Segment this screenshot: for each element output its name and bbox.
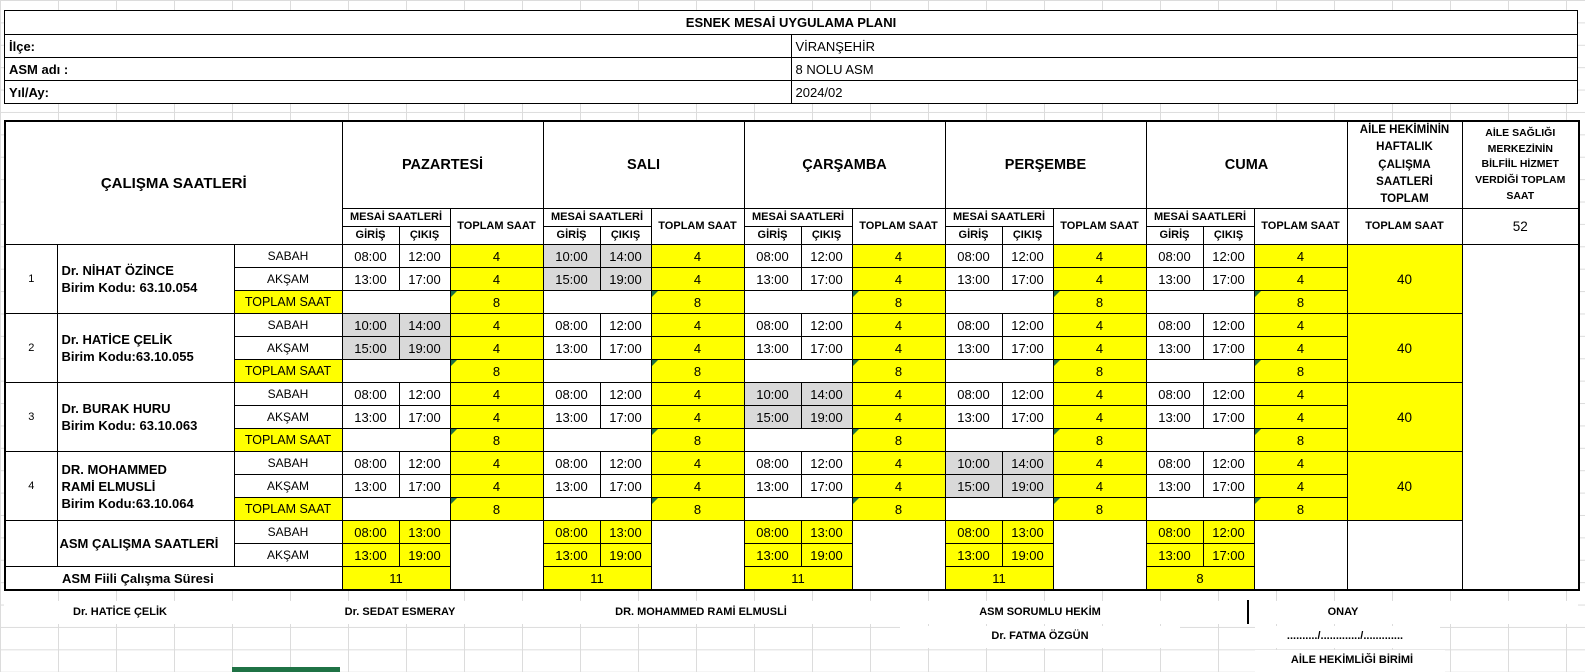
cikis-header[interactable]: ÇIKIŞ	[399, 227, 450, 245]
shift-total-cell[interactable]: 4	[651, 452, 744, 475]
time-in-cell[interactable]: 08:00	[342, 245, 399, 268]
shift-total-cell[interactable]: 4	[450, 245, 543, 268]
cikis-header[interactable]: ÇIKIŞ	[1002, 227, 1053, 245]
time-out-cell[interactable]: 19:00	[801, 406, 852, 429]
toplam-saat-header[interactable]: TOPLAM SAAT	[651, 209, 744, 245]
time-out-cell[interactable]: 17:00	[801, 337, 852, 360]
time-out-cell[interactable]: 12:00	[399, 245, 450, 268]
error-indicator-icon	[853, 291, 859, 297]
doctor-number-cell[interactable]: 4	[5, 452, 57, 521]
time-out-cell[interactable]: 12:00	[801, 314, 852, 337]
asm-fiili-label-cell[interactable]: ASM Fiili Çalışma Süresi	[5, 567, 342, 590]
day-header[interactable]: CUMA	[1146, 121, 1347, 209]
asm-time-out-cell[interactable]: 13:00	[600, 521, 651, 544]
shift-total-cell[interactable]: 4	[852, 268, 945, 291]
time-out-cell[interactable]: 12:00	[1203, 245, 1254, 268]
giris-header[interactable]: GİRİŞ	[543, 227, 600, 245]
empty-cell[interactable]	[744, 291, 852, 314]
shift-total-cell[interactable]: 4	[1254, 268, 1347, 291]
time-in-cell[interactable]: 08:00	[543, 452, 600, 475]
time-in-cell[interactable]: 13:00	[1146, 337, 1203, 360]
time-out-cell[interactable]: 17:00	[600, 406, 651, 429]
cikis-header[interactable]: ÇIKIŞ	[600, 227, 651, 245]
day-total-cell[interactable]: 8	[852, 498, 945, 521]
shift-total-cell[interactable]: 4	[651, 406, 744, 429]
asm-time-in-cell[interactable]: 13:00	[543, 544, 600, 567]
selection-indicator	[232, 667, 340, 672]
responsible-physician-title[interactable]: ASM SORUMLU HEKİM	[979, 606, 1101, 618]
time-in-cell[interactable]: 13:00	[342, 406, 399, 429]
doctor-name-line: RAMİ ELMUSLİ	[61, 478, 156, 494]
time-in-cell[interactable]: 08:00	[1146, 245, 1203, 268]
info-label-ilce[interactable]: İlçe:	[5, 35, 792, 58]
time-in-cell[interactable]: 08:00	[543, 383, 600, 406]
error-indicator-icon	[853, 429, 859, 435]
shift-total-cell[interactable]: 4	[1053, 383, 1146, 406]
cikis-header[interactable]: ÇIKIŞ	[1203, 227, 1254, 245]
time-in-cell[interactable]: 08:00	[945, 314, 1002, 337]
mesai-header[interactable]: MESAİ SAATLERİ	[744, 209, 852, 227]
time-in-cell[interactable]: 13:00	[744, 268, 801, 291]
time-in-cell[interactable]: 10:00	[342, 314, 399, 337]
time-out-cell[interactable]: 17:00	[1002, 406, 1053, 429]
empty-cell[interactable]	[543, 360, 651, 383]
doctor-number-cell[interactable]: 1	[5, 245, 57, 314]
day-total-cell[interactable]: 8	[450, 291, 543, 314]
time-out-cell[interactable]: 17:00	[1203, 475, 1254, 498]
time-out-cell[interactable]: 19:00	[399, 337, 450, 360]
shift-total-cell[interactable]: 4	[651, 475, 744, 498]
asm-time-out-cell[interactable]: 19:00	[399, 544, 450, 567]
error-indicator-icon	[652, 291, 658, 297]
shift-total-cell[interactable]: 4	[852, 406, 945, 429]
signature-name-3[interactable]: DR. MOHAMMED RAMİ ELMUSLİ	[615, 606, 787, 618]
signature-name-1[interactable]: Dr. HATİCE ÇELİK	[73, 606, 167, 618]
empty-cell[interactable]	[744, 360, 852, 383]
mesai-header[interactable]: MESAİ SAATLERİ	[543, 209, 651, 227]
shift-label-cell[interactable]: SABAH	[234, 245, 342, 268]
asm-time-out-cell[interactable]: 17:00	[1203, 544, 1254, 567]
time-in-cell[interactable]: 08:00	[744, 452, 801, 475]
toplam-saat-header[interactable]: TOPLAM SAAT	[1254, 209, 1347, 245]
week-total-cell[interactable]: 40	[1347, 452, 1462, 521]
shift-total-cell[interactable]: 4	[450, 452, 543, 475]
giris-header[interactable]: GİRİŞ	[342, 227, 399, 245]
asm-time-in-cell[interactable]: 08:00	[744, 521, 801, 544]
shift-total-cell[interactable]: 4	[1053, 337, 1146, 360]
shift-total-cell[interactable]: 4	[450, 383, 543, 406]
shift-label-cell[interactable]: AKŞAM	[234, 337, 342, 360]
shift-total-cell[interactable]: 4	[450, 268, 543, 291]
error-indicator-icon	[1255, 291, 1261, 297]
error-indicator-icon	[652, 429, 658, 435]
giris-header[interactable]: GİRİŞ	[1146, 227, 1203, 245]
empty-cell[interactable]	[543, 291, 651, 314]
error-indicator-icon	[1054, 360, 1060, 366]
shift-total-cell[interactable]: 4	[651, 268, 744, 291]
time-out-cell[interactable]: 17:00	[1203, 268, 1254, 291]
info-value-asm-adi[interactable]: 8 NOLU ASM	[791, 58, 1578, 81]
day-total-cell[interactable]: 8	[1053, 498, 1146, 521]
shift-total-cell[interactable]: 4	[1053, 314, 1146, 337]
shift-total-cell[interactable]: 4	[450, 475, 543, 498]
empty-cell[interactable]	[1146, 429, 1254, 452]
time-out-cell[interactable]: 17:00	[1002, 337, 1053, 360]
empty-cell[interactable]	[342, 429, 450, 452]
approval-divider-line	[1247, 600, 1249, 624]
shift-total-cell[interactable]: 4	[1053, 406, 1146, 429]
empty-cell[interactable]	[1053, 521, 1146, 590]
time-out-cell[interactable]: 12:00	[801, 245, 852, 268]
time-out-cell[interactable]: 12:00	[600, 452, 651, 475]
time-out-cell[interactable]: 12:00	[600, 383, 651, 406]
time-in-cell[interactable]: 08:00	[342, 383, 399, 406]
asm-time-in-cell[interactable]: 13:00	[342, 544, 399, 567]
giris-header[interactable]: GİRİŞ	[945, 227, 1002, 245]
time-in-cell[interactable]: 08:00	[543, 314, 600, 337]
doctor-name-line: Dr. BURAK HURU	[61, 401, 171, 417]
time-in-cell[interactable]: 10:00	[543, 245, 600, 268]
time-out-cell[interactable]: 17:00	[600, 475, 651, 498]
empty-cell[interactable]	[342, 291, 450, 314]
asm-fiili-value-cell[interactable]: 11	[543, 567, 651, 590]
page-title[interactable]: ESNEK MESAİ UYGULAMA PLANI	[5, 11, 1578, 35]
time-in-cell[interactable]: 08:00	[1146, 383, 1203, 406]
cikis-header[interactable]: ÇIKIŞ	[801, 227, 852, 245]
empty-cell[interactable]	[744, 429, 852, 452]
info-label-yil-ay[interactable]: Yıl/Ay:	[5, 81, 792, 104]
day-total-cell[interactable]: 8	[1053, 429, 1146, 452]
time-in-cell[interactable]: 08:00	[342, 452, 399, 475]
time-out-cell[interactable]: 14:00	[1002, 452, 1053, 475]
time-in-cell[interactable]: 08:00	[744, 314, 801, 337]
time-in-cell[interactable]: 08:00	[744, 245, 801, 268]
error-indicator-icon	[853, 360, 859, 366]
time-out-cell[interactable]: 17:00	[600, 337, 651, 360]
time-out-cell[interactable]: 17:00	[399, 475, 450, 498]
shift-label-cell[interactable]: AKŞAM	[234, 268, 342, 291]
time-in-cell[interactable]: 13:00	[1146, 268, 1203, 291]
time-in-cell[interactable]: 13:00	[1146, 406, 1203, 429]
shift-total-cell[interactable]: 4	[852, 475, 945, 498]
day-total-cell[interactable]: 8	[651, 429, 744, 452]
shift-label-cell[interactable]: SABAH	[234, 452, 342, 475]
day-total-cell[interactable]: 8	[450, 360, 543, 383]
asm-time-in-cell[interactable]: 08:00	[1146, 521, 1203, 544]
empty-cell[interactable]	[5, 521, 57, 567]
time-out-cell[interactable]: 14:00	[399, 314, 450, 337]
day-total-cell[interactable]: 8	[1254, 291, 1347, 314]
error-indicator-icon	[652, 498, 658, 504]
asm-time-out-cell[interactable]: 13:00	[1002, 521, 1053, 544]
asm-time-in-cell[interactable]: 13:00	[1146, 544, 1203, 567]
time-out-cell[interactable]: 14:00	[600, 245, 651, 268]
toplam-saat-row-label[interactable]: TOPLAM SAAT	[234, 291, 342, 314]
mesai-header[interactable]: MESAİ SAATLERİ	[1146, 209, 1254, 227]
signature-name-2[interactable]: Dr. SEDAT ESMERAY	[344, 606, 456, 618]
shift-total-cell[interactable]: 4	[1254, 383, 1347, 406]
shift-total-cell[interactable]: 4	[450, 337, 543, 360]
day-total-cell[interactable]: 8	[450, 429, 543, 452]
info-block	[4, 10, 1578, 104]
error-indicator-icon	[853, 498, 859, 504]
time-in-cell[interactable]: 08:00	[945, 245, 1002, 268]
day-total-cell[interactable]: 8	[1053, 291, 1146, 314]
time-in-cell[interactable]: 13:00	[543, 406, 600, 429]
doctor-name-cell[interactable]	[57, 245, 234, 314]
shift-total-cell[interactable]: 4	[1254, 452, 1347, 475]
empty-cell[interactable]	[852, 521, 945, 590]
time-out-cell[interactable]: 19:00	[600, 268, 651, 291]
shift-total-cell[interactable]: 4	[852, 337, 945, 360]
error-indicator-icon	[1255, 429, 1261, 435]
shift-total-cell[interactable]: 4	[1053, 245, 1146, 268]
empty-cell[interactable]	[342, 360, 450, 383]
error-indicator-icon	[451, 360, 457, 366]
empty-cell[interactable]	[1146, 291, 1254, 314]
mesai-header[interactable]: MESAİ SAATLERİ	[342, 209, 450, 227]
day-total-cell[interactable]: 8	[852, 360, 945, 383]
schedule-table	[4, 120, 1580, 591]
empty-cell[interactable]	[744, 498, 852, 521]
shift-total-cell[interactable]: 4	[1254, 475, 1347, 498]
time-out-cell[interactable]: 17:00	[399, 406, 450, 429]
doctor-number-cell[interactable]: 3	[5, 383, 57, 452]
bilfiil-total-cell[interactable]: 52	[1462, 209, 1579, 245]
time-out-cell[interactable]: 14:00	[801, 383, 852, 406]
time-in-cell[interactable]: 08:00	[1146, 314, 1203, 337]
asm-time-out-cell[interactable]: 19:00	[600, 544, 651, 567]
doctor-name-line: Dr. HATİCE ÇELİK	[61, 332, 173, 348]
error-indicator-icon	[1054, 429, 1060, 435]
time-in-cell[interactable]: 13:00	[342, 268, 399, 291]
shift-total-cell[interactable]: 4	[1053, 475, 1146, 498]
shift-total-cell[interactable]: 4	[1053, 268, 1146, 291]
error-indicator-icon	[1054, 498, 1060, 504]
shift-label-cell[interactable]: SABAH	[234, 383, 342, 406]
toplam-saat-row-label[interactable]: TOPLAM SAAT	[234, 360, 342, 383]
asm-time-out-cell[interactable]: 12:00	[1203, 521, 1254, 544]
asm-fiili-value-cell[interactable]: 11	[945, 567, 1053, 590]
day-header[interactable]: SALI	[543, 121, 744, 209]
time-in-cell[interactable]: 15:00	[945, 475, 1002, 498]
approval-label[interactable]: ONAY	[1327, 606, 1359, 618]
shift-label-cell[interactable]: SABAH	[234, 314, 342, 337]
asm-time-in-cell[interactable]: 13:00	[744, 544, 801, 567]
error-indicator-icon	[1255, 360, 1261, 366]
day-total-cell[interactable]: 8	[651, 291, 744, 314]
time-out-cell[interactable]: 17:00	[801, 268, 852, 291]
time-in-cell[interactable]: 13:00	[945, 268, 1002, 291]
asm-time-in-cell[interactable]: 08:00	[342, 521, 399, 544]
doctor-name-line: Birim Kodu:63.10.055	[61, 349, 194, 365]
empty-cell[interactable]	[543, 498, 651, 521]
time-out-cell[interactable]: 17:00	[1002, 268, 1053, 291]
shift-total-cell[interactable]: 4	[852, 383, 945, 406]
time-out-cell[interactable]: 17:00	[801, 475, 852, 498]
doctor-name-line: Birim Kodu: 63.10.063	[61, 418, 198, 434]
time-out-cell[interactable]: 12:00	[1002, 314, 1053, 337]
asm-fiili-value-cell[interactable]: 8	[1146, 567, 1254, 590]
shift-total-cell[interactable]: 4	[450, 314, 543, 337]
time-out-cell[interactable]: 12:00	[1002, 245, 1053, 268]
doctor-name-cell[interactable]	[57, 383, 234, 452]
time-in-cell[interactable]: 10:00	[744, 383, 801, 406]
toplam-saat-row-label[interactable]: TOPLAM SAAT	[234, 498, 342, 521]
giris-header[interactable]: GİRİŞ	[744, 227, 801, 245]
asm-time-in-cell[interactable]: 08:00	[945, 521, 1002, 544]
shift-total-cell[interactable]: 4	[1254, 314, 1347, 337]
day-header[interactable]: ÇARŞAMBA	[744, 121, 945, 209]
error-indicator-icon	[451, 429, 457, 435]
week-total-cell[interactable]: 40	[1347, 383, 1462, 452]
asm-fiili-value-cell[interactable]: 11	[744, 567, 852, 590]
doctor-name-cell[interactable]	[57, 314, 234, 383]
bilfiil-header[interactable]: AİLE SAĞLIĞI MERKEZİNİN BİLFİİL HİZMET VERDİĞİ TOPLAM SAAT	[1462, 121, 1579, 209]
time-out-cell[interactable]: 17:00	[399, 268, 450, 291]
shift-total-cell[interactable]: 4	[450, 406, 543, 429]
shift-total-cell[interactable]: 4	[1254, 337, 1347, 360]
shift-total-cell[interactable]: 4	[1254, 245, 1347, 268]
error-indicator-icon	[652, 360, 658, 366]
empty-cell[interactable]	[543, 429, 651, 452]
day-total-cell[interactable]: 8	[1254, 429, 1347, 452]
doctor-number-cell[interactable]: 2	[5, 314, 57, 383]
time-in-cell[interactable]: 13:00	[945, 406, 1002, 429]
empty-cell[interactable]	[450, 521, 543, 590]
empty-cell[interactable]	[945, 291, 1053, 314]
time-out-cell[interactable]: 17:00	[1203, 406, 1254, 429]
error-indicator-icon	[451, 498, 457, 504]
shift-total-cell[interactable]: 4	[651, 383, 744, 406]
empty-cell[interactable]	[342, 498, 450, 521]
toplam-saat-header[interactable]: TOPLAM SAAT	[852, 209, 945, 245]
empty-cell[interactable]	[1254, 521, 1347, 590]
shift-total-cell[interactable]: 4	[651, 337, 744, 360]
shift-total-cell[interactable]: 4	[852, 245, 945, 268]
time-in-cell[interactable]: 10:00	[945, 452, 1002, 475]
empty-cell[interactable]	[1146, 360, 1254, 383]
empty-cell[interactable]	[651, 521, 744, 590]
asm-shift-label-cell[interactable]: SABAH	[234, 521, 342, 544]
shift-total-cell[interactable]: 4	[1254, 406, 1347, 429]
day-total-cell[interactable]: 8	[852, 291, 945, 314]
time-out-cell[interactable]: 12:00	[1203, 452, 1254, 475]
time-out-cell[interactable]: 12:00	[1203, 314, 1254, 337]
doctor-name-line: DR. MOHAMMED	[61, 461, 167, 477]
day-total-cell[interactable]: 8	[1254, 498, 1347, 521]
toplam-saat-header[interactable]: TOPLAM SAAT	[450, 209, 543, 245]
time-in-cell[interactable]: 15:00	[342, 337, 399, 360]
asm-time-in-cell[interactable]: 08:00	[543, 521, 600, 544]
time-out-cell[interactable]: 12:00	[600, 314, 651, 337]
schedule-corner-header[interactable]: ÇALIŞMA SAATLERİ	[5, 121, 342, 245]
asm-time-out-cell[interactable]: 13:00	[399, 521, 450, 544]
time-in-cell[interactable]: 15:00	[543, 268, 600, 291]
time-in-cell[interactable]: 08:00	[1146, 452, 1203, 475]
weekly-total-header[interactable]: AİLE HEKİMİNİN HAFTALIK ÇALIŞMA SAATLERİ TOPLAM	[1347, 121, 1462, 209]
error-indicator-icon	[451, 291, 457, 297]
shift-label-cell[interactable]: AKŞAM	[234, 406, 342, 429]
doctor-name-line: Birim Kodu:63.10.064	[61, 495, 194, 511]
responsible-physician-name[interactable]: Dr. FATMA ÖZGÜN	[991, 630, 1089, 642]
time-out-cell[interactable]: 17:00	[1203, 337, 1254, 360]
day-header[interactable]: PERŞEMBE	[945, 121, 1146, 209]
day-total-cell[interactable]: 8	[651, 360, 744, 383]
time-out-cell[interactable]: 12:00	[1002, 383, 1053, 406]
weekly-total-subheader[interactable]: TOPLAM SAAT	[1347, 209, 1462, 245]
asm-time-out-cell[interactable]: 19:00	[1002, 544, 1053, 567]
time-out-cell[interactable]: 12:00	[801, 452, 852, 475]
info-value-yil-ay[interactable]: 2024/02	[791, 81, 1578, 104]
day-total-cell[interactable]: 8	[1254, 360, 1347, 383]
time-in-cell[interactable]: 13:00	[543, 475, 600, 498]
error-indicator-icon	[1054, 291, 1060, 297]
day-total-cell[interactable]: 8	[852, 429, 945, 452]
doctor-name-line: Dr. NİHAT ÖZİNCE	[61, 263, 174, 279]
time-out-cell[interactable]: 12:00	[399, 383, 450, 406]
empty-cell[interactable]	[945, 498, 1053, 521]
time-out-cell[interactable]: 19:00	[1002, 475, 1053, 498]
shift-label-cell[interactable]: AKŞAM	[234, 475, 342, 498]
time-in-cell[interactable]: 13:00	[744, 337, 801, 360]
time-in-cell[interactable]: 13:00	[744, 475, 801, 498]
shift-total-cell[interactable]: 4	[852, 314, 945, 337]
unit-label[interactable]: AİLE HEKİMLİĞİ BİRİMİ	[1290, 654, 1414, 666]
shift-total-cell[interactable]: 4	[1053, 452, 1146, 475]
doctor-name-cell[interactable]	[57, 452, 234, 521]
time-out-cell[interactable]: 12:00	[399, 452, 450, 475]
empty-cell[interactable]	[1347, 521, 1462, 590]
time-in-cell[interactable]: 15:00	[744, 406, 801, 429]
day-total-cell[interactable]: 8	[450, 498, 543, 521]
asm-fiili-value-cell[interactable]: 11	[342, 567, 450, 590]
week-total-cell[interactable]: 40	[1347, 245, 1462, 314]
day-total-cell[interactable]: 8	[651, 498, 744, 521]
time-in-cell[interactable]: 13:00	[342, 475, 399, 498]
shift-total-cell[interactable]: 4	[651, 245, 744, 268]
asm-time-in-cell[interactable]: 13:00	[945, 544, 1002, 567]
approval-date-line[interactable]: ........../............./.............	[1286, 630, 1404, 642]
empty-cell[interactable]	[945, 360, 1053, 383]
doctor-name-line: Birim Kodu: 63.10.054	[61, 280, 198, 296]
asm-time-out-cell[interactable]: 19:00	[801, 544, 852, 567]
mesai-header[interactable]: MESAİ SAATLERİ	[945, 209, 1053, 227]
day-header[interactable]: PAZARTESİ	[342, 121, 543, 209]
time-in-cell[interactable]: 13:00	[543, 337, 600, 360]
time-out-cell[interactable]: 12:00	[1203, 383, 1254, 406]
error-indicator-icon	[1255, 498, 1261, 504]
time-in-cell[interactable]: 13:00	[945, 337, 1002, 360]
toplam-saat-header[interactable]: TOPLAM SAAT	[1053, 209, 1146, 245]
asm-shift-label-cell[interactable]: AKŞAM	[234, 544, 342, 567]
shift-total-cell[interactable]: 4	[651, 314, 744, 337]
time-in-cell[interactable]: 13:00	[1146, 475, 1203, 498]
empty-cell[interactable]	[1146, 498, 1254, 521]
empty-cell[interactable]	[945, 429, 1053, 452]
asm-title-cell[interactable]: ASM ÇALIŞMA SAATLERİ	[57, 521, 234, 567]
info-label-asm-adi[interactable]: ASM adı :	[5, 58, 792, 81]
day-total-cell[interactable]: 8	[1053, 360, 1146, 383]
info-value-ilce[interactable]: VİRANŞEHİR	[791, 35, 1578, 58]
asm-time-out-cell[interactable]: 13:00	[801, 521, 852, 544]
time-in-cell[interactable]: 08:00	[945, 383, 1002, 406]
toplam-saat-row-label[interactable]: TOPLAM SAAT	[234, 429, 342, 452]
shift-total-cell[interactable]: 4	[852, 452, 945, 475]
week-total-cell[interactable]: 40	[1347, 314, 1462, 383]
